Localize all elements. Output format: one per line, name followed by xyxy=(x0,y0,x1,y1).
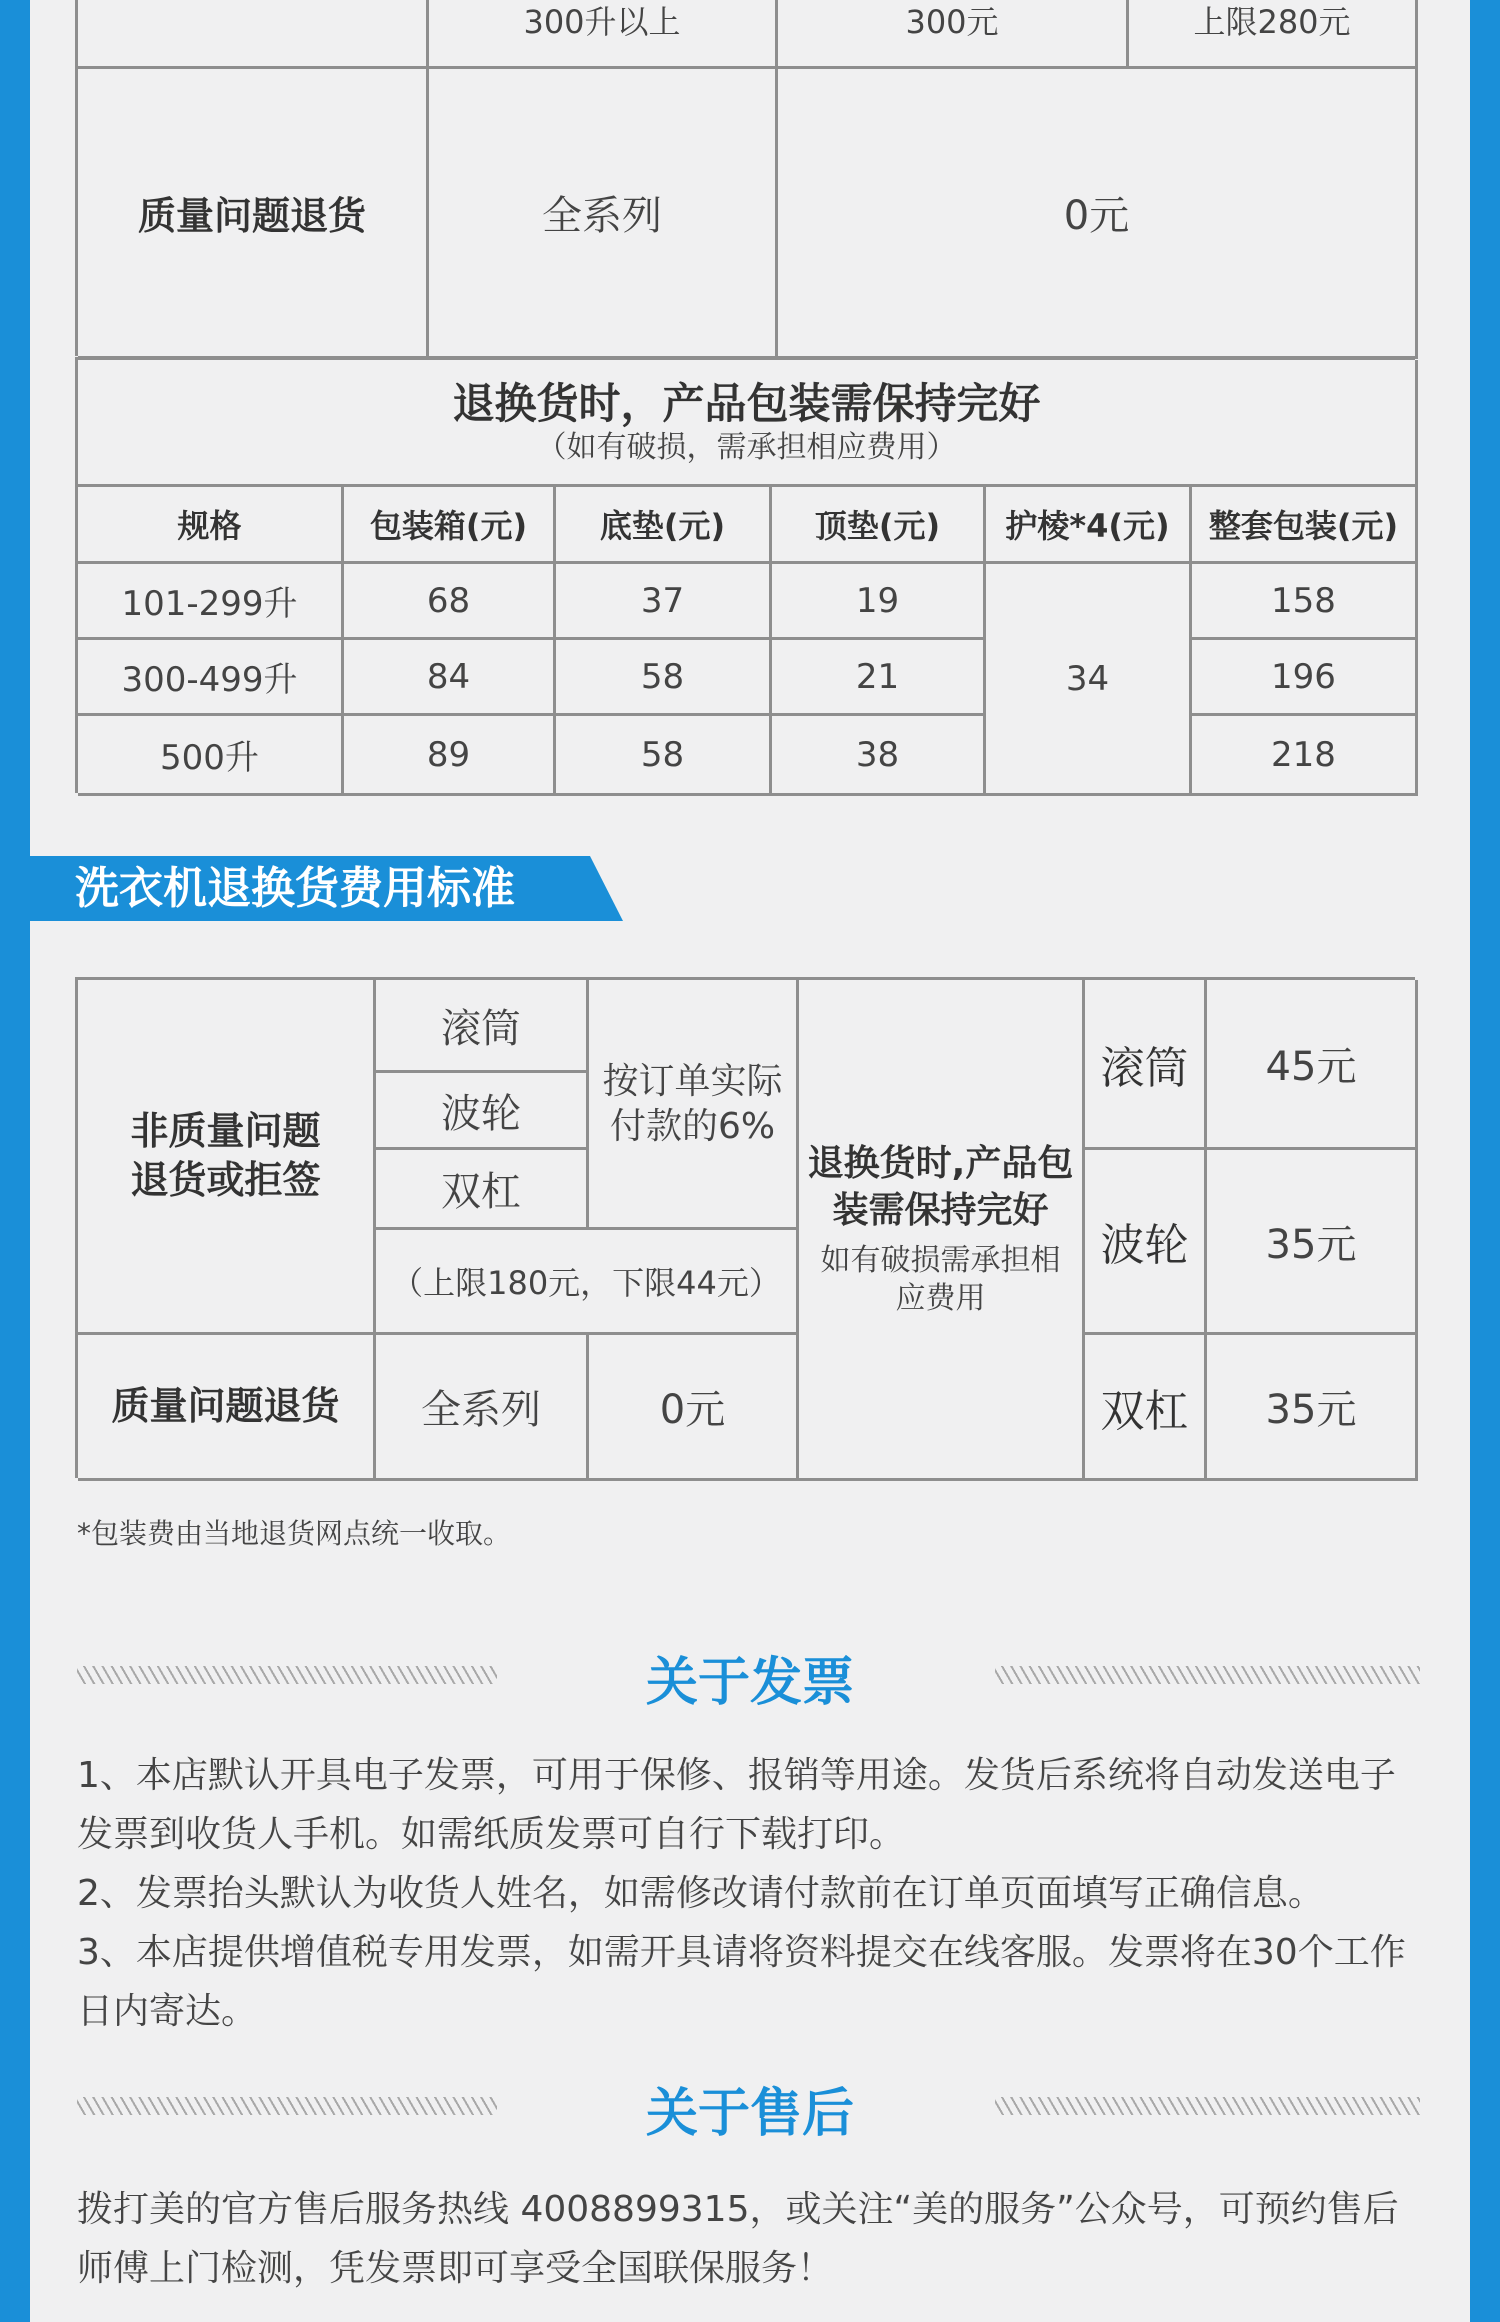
fridge-fee-cell: 300元 xyxy=(778,0,1129,69)
quality-return-scope: 全系列 xyxy=(429,69,778,359)
table-cell: 84 xyxy=(344,640,556,716)
table-cell: 101-299升 xyxy=(78,564,344,640)
quality-return-label: 质量问题退货 xyxy=(78,1335,376,1481)
invoice-item: 2、发票抬头默认为收货人姓名，如需修改请付款前在订单页面填写正确信息。 xyxy=(77,1873,1324,1914)
table-cell: 58 xyxy=(556,716,772,796)
column-header: 包装箱(元) xyxy=(344,487,556,564)
washer-packaging-cell xyxy=(799,980,1085,1481)
washer-fee-table xyxy=(75,977,1415,1478)
column-header: 规格 xyxy=(78,487,344,564)
packaging-fee-table xyxy=(75,357,1415,793)
washer-packaging-note: 如有破损需承担相应费用 xyxy=(820,1243,1061,1316)
quality-return-fee: 0元 xyxy=(589,1335,799,1481)
corner-guard-shared-cell: 34 xyxy=(986,564,1192,796)
fee-type-cell: 滚筒 xyxy=(1085,980,1207,1150)
table-cell: 37 xyxy=(556,564,772,640)
invoice-item: 3、本店提供增值税专用发票，如需开具请将资料提交在线客服。发票将在30个工作日内寄达。 xyxy=(77,1932,1406,2032)
table-cell: 68 xyxy=(344,564,556,640)
aftersale-paragraph: 拨打美的官方售后服务热线 4008899315，或关注“美的服务”公众号，可预约售后师傅上门检测，凭发票即可享受全国联保服务！ xyxy=(77,2189,1399,2289)
fridge-row-cell xyxy=(78,0,429,69)
quality-return-label: 质量问题退货 xyxy=(78,69,429,359)
washer-type-cell: 双杠 xyxy=(376,1150,589,1230)
fee-value-cell: 35元 xyxy=(1207,1335,1418,1481)
fee-type-cell: 波轮 xyxy=(1085,1150,1207,1335)
fee-value-cell: 45元 xyxy=(1207,980,1418,1150)
table-cell: 38 xyxy=(772,716,986,796)
table-cell: 218 xyxy=(1192,716,1418,796)
aftersale-title: 关于售后 xyxy=(645,2084,854,2144)
column-header: 顶垫(元) xyxy=(772,487,986,564)
invoice-item: 1、本店默认开具电子发票，可用于保修、报销等用途。发货后系统将自动发送电子发票到收货人手机。如需纸质发票可自行下载打印。 xyxy=(77,1755,1396,1855)
fee-value-cell: 35元 xyxy=(1207,1150,1418,1335)
invoice-text xyxy=(77,1746,1427,2041)
table-cell: 300-499升 xyxy=(78,640,344,716)
table-cell: 196 xyxy=(1192,640,1418,716)
column-header: 整套包装(元) xyxy=(1192,487,1418,564)
quality-return-scope: 全系列 xyxy=(376,1335,589,1481)
invoice-title: 关于发票 xyxy=(645,1653,854,1713)
quality-return-fee: 0元 xyxy=(778,69,1418,359)
left-frame-bar xyxy=(0,0,30,2322)
table-cell: 89 xyxy=(344,716,556,796)
fee-type-cell: 双杠 xyxy=(1085,1335,1207,1481)
table-cell: 158 xyxy=(1192,564,1418,640)
column-header: 底垫(元) xyxy=(556,487,772,564)
fridge-capacity-cell: 300升以上 xyxy=(429,0,778,69)
washer-banner-title: 洗衣机退换货费用标准 xyxy=(75,863,515,914)
fee-limit-cell: （上限180元，下限44元） xyxy=(376,1230,799,1335)
packaging-header xyxy=(78,360,1418,487)
table-cell: 19 xyxy=(772,564,986,640)
washer-packaging-title: 退换货时,产品包装需保持完好 xyxy=(807,1142,1074,1231)
percent-fee-cell: 按订单实际付款的6% xyxy=(589,980,799,1230)
nonquality-return-label: 非质量问题退货或拒签 xyxy=(78,980,376,1335)
packaging-subtitle: （如有破损，需承担相应费用） xyxy=(536,430,957,466)
column-header: 护棱*4(元) xyxy=(986,487,1192,564)
table-cell: 500升 xyxy=(78,716,344,796)
aftersale-text xyxy=(77,2180,1427,2298)
fridge-limit-cell: 上限280元 xyxy=(1129,0,1418,69)
table-cell: 21 xyxy=(772,640,986,716)
packaging-title: 退换货时，产品包装需保持完好 xyxy=(452,378,1041,428)
right-frame-bar xyxy=(1470,0,1500,2322)
washer-type-cell: 滚筒 xyxy=(376,980,589,1073)
packaging-fee-note: *包装费由当地退货网点统一收取。 xyxy=(77,1517,512,1550)
table-cell: 58 xyxy=(556,640,772,716)
washer-type-cell: 波轮 xyxy=(376,1073,589,1150)
fridge-fee-table xyxy=(75,0,1415,356)
